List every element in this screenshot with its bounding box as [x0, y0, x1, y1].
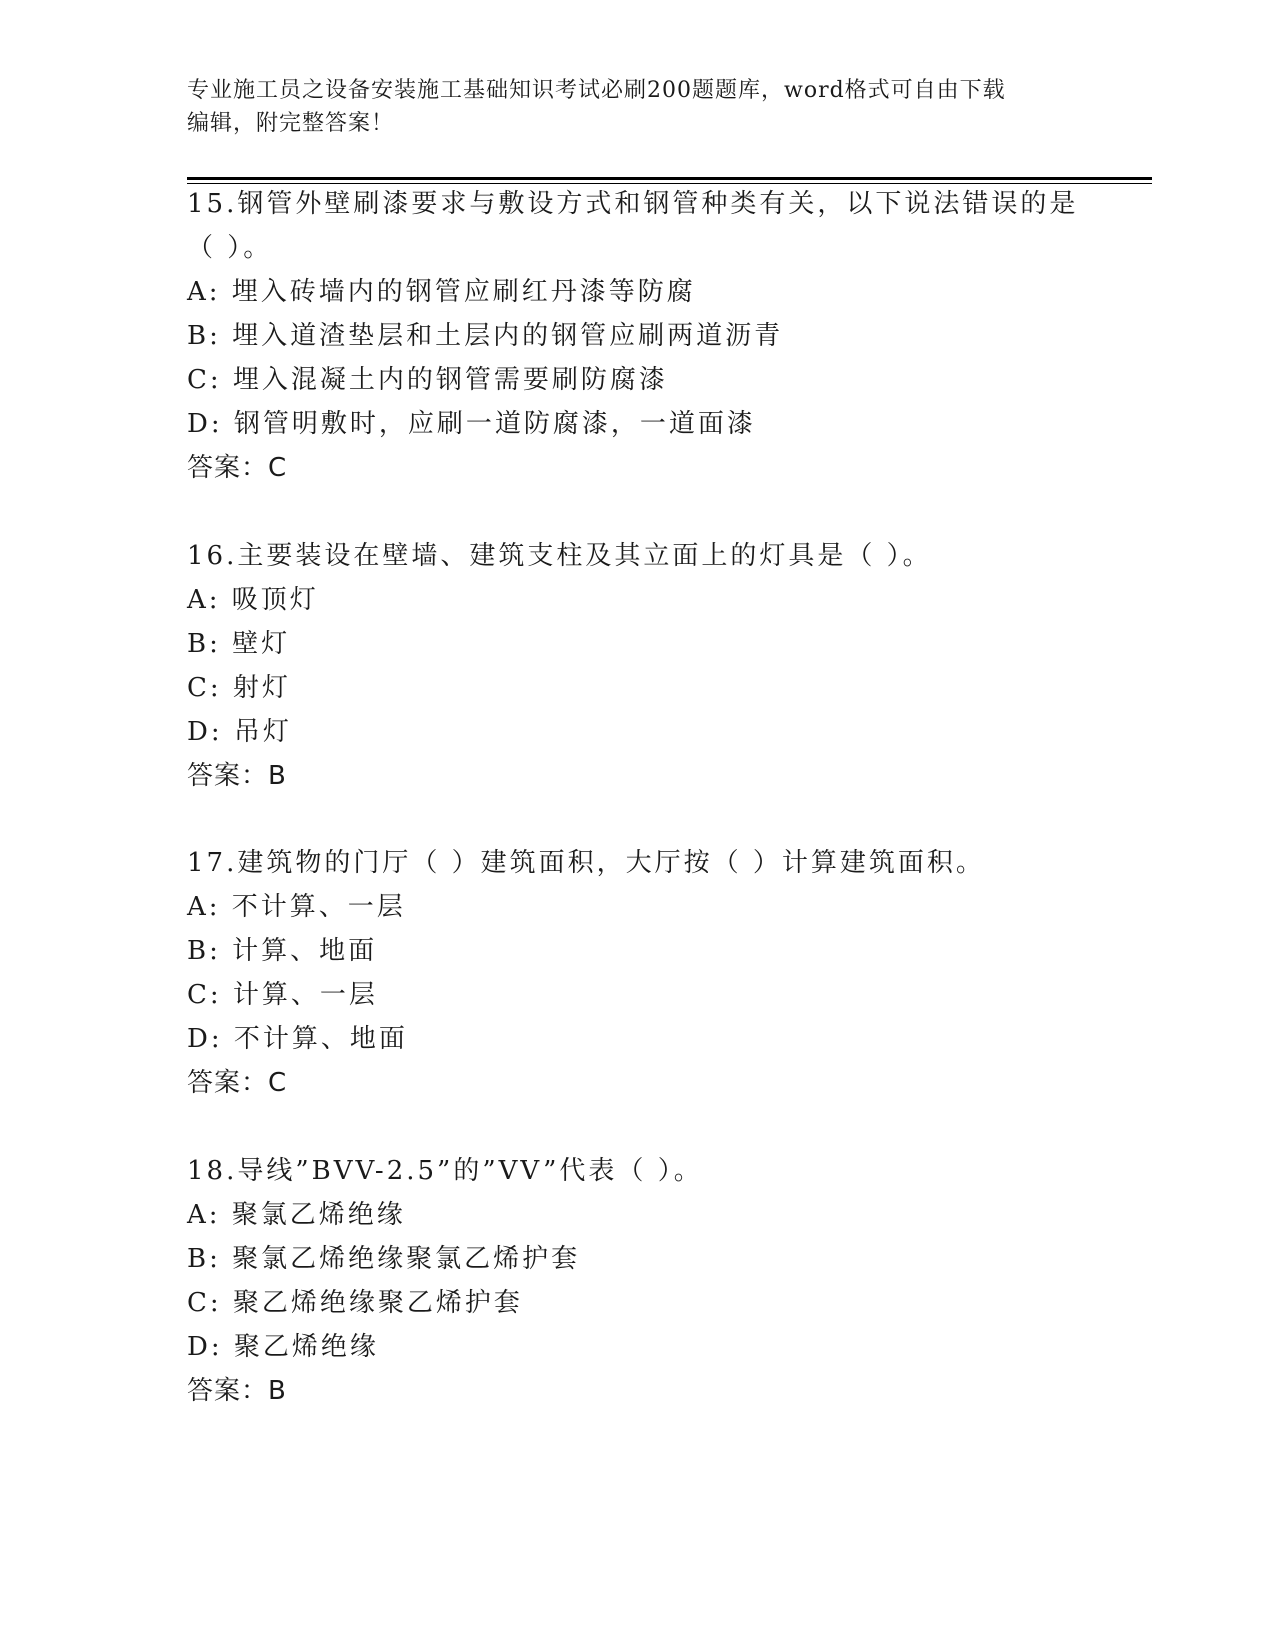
- question-18-option-b: B: 聚氯乙烯绝缘聚氯乙烯护套: [187, 1244, 581, 1274]
- question-15-option-c: C: 埋入混凝土内的钢管需要刷防腐漆: [187, 365, 668, 395]
- question-16-answer: 答案：B: [187, 761, 287, 791]
- document-header: [187, 74, 1067, 140]
- header-divider-thick: [187, 177, 1152, 180]
- question-15-option-d: D: 钢管明敷时，应刷一道防腐漆，一道面漆: [187, 409, 756, 439]
- question-16-stem: 16.主要装设在壁墙、建筑支柱及其立面上的灯具是（ ）。: [187, 541, 932, 571]
- question-15-option-a: A: 埋入砖墙内的钢管应刷红丹漆等防腐: [187, 277, 696, 307]
- question-17-answer: 答案：C: [187, 1068, 288, 1098]
- header-divider-thin: [187, 183, 1152, 184]
- question-18-option-d: D: 聚乙烯绝缘: [187, 1332, 379, 1362]
- question-15-answer: 答案：C: [187, 453, 288, 483]
- question-15-stem: 15.钢管外壁刷漆要求与敷设方式和钢管种类有关，以下说法错误的是: [187, 189, 1079, 219]
- question-16-option-d: D: 吊灯: [187, 717, 292, 747]
- question-18-option-c: C: 聚乙烯绝缘聚乙烯护套: [187, 1288, 523, 1318]
- question-17-option-d: D: 不计算、地面: [187, 1024, 408, 1054]
- question-16-option-b: B: 壁灯: [187, 629, 291, 659]
- question-17-option-a: A: 不计算、一层: [187, 892, 406, 922]
- header-title-line-1: 专业施工员之设备安装施工基础知识考试必刷200题题库，word格式可自由下载: [187, 78, 1006, 103]
- question-17-option-b: B: 计算、地面: [187, 936, 378, 966]
- question-15-stem-cont: （ ）。: [187, 233, 273, 263]
- question-17-stem: 17.建筑物的门厅（ ）建筑面积，大厅按（ ）计算建筑面积。: [187, 848, 985, 878]
- question-16-option-a: A: 吸顶灯: [187, 585, 319, 615]
- header-title-line-2: 编辑，附完整答案！: [187, 111, 395, 136]
- question-18-stem: 18.导线”BVV-2.5”的”VV”代表（ ）。: [187, 1156, 703, 1186]
- question-18-answer: 答案：B: [187, 1376, 287, 1406]
- question-15-option-b: B: 埋入道渣垫层和土层内的钢管应刷两道沥青: [187, 321, 784, 351]
- question-16-option-c: C: 射灯: [187, 673, 291, 703]
- question-18-option-a: A: 聚氯乙烯绝缘: [187, 1200, 406, 1230]
- question-17-option-c: C: 计算、一层: [187, 980, 378, 1010]
